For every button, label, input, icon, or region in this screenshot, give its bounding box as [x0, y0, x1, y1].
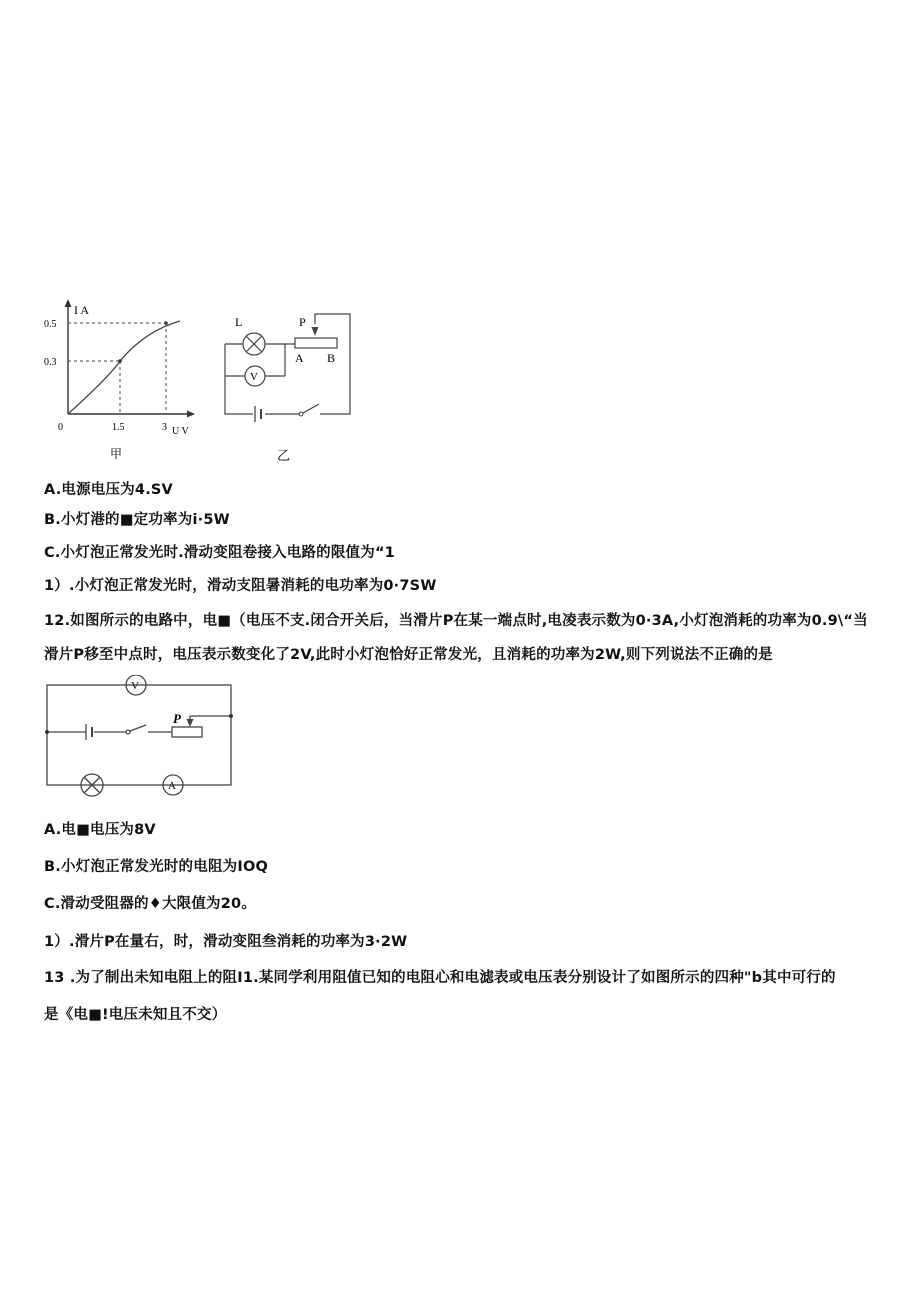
junction-right [229, 714, 233, 718]
x-axis-label: U V [172, 426, 189, 437]
iu-curve [68, 321, 180, 414]
q12-stem-line2: 滑片P移至中点时，电压表示数变化了2V,此时小灯泡恰好正常发光，且消耗的功率为2W,则下列说法不正确的是 [44, 647, 773, 663]
x-axis-arrow [187, 411, 195, 418]
voltmeter-label: V [131, 680, 139, 692]
ammeter-label: A [168, 780, 176, 792]
rheostat [295, 338, 337, 348]
q11-option-d: 1）.小灯泡正常发光时，滑动支阻暑消耗的电功率为0·7SW [44, 578, 437, 594]
q12-option-b: B.小灯泡正常发光时的电阻为IOQ [44, 859, 269, 875]
q11-option-b: B.小灯港的■定功率为i·5W [44, 512, 230, 528]
y-axis-label: I A [74, 303, 89, 317]
x-tick-3: 3 [162, 422, 167, 433]
q11-option-c: C.小灯泡正常发光时.滑动变阻卷接入电路的限值为“1 [44, 545, 395, 561]
q13-stem-line2: 是《电■!电压未知且不交） [44, 1007, 227, 1023]
slider-label: P [299, 315, 306, 329]
graph-caption: 甲 [110, 447, 123, 461]
junction-left [45, 730, 49, 734]
q11-option-a: A.电源电压为4.SV [44, 482, 173, 498]
end-a-label: A [295, 351, 304, 365]
circuit-diagram-q12 [40, 675, 240, 805]
voltmeter-label: V [250, 371, 258, 383]
circuit-caption: 乙 [277, 448, 291, 463]
slider-arrow [312, 327, 319, 336]
y-tick-03: 0.3 [44, 357, 57, 368]
y-tick-05: 0.5 [44, 319, 57, 330]
x-tick-15: 1.5 [112, 422, 125, 433]
origin-label: 0 [58, 422, 63, 433]
iu-graph [40, 296, 210, 466]
q12-option-d: 1）.滑片P在量右，时，滑动变阻叁消耗的功率为3·2W [44, 934, 408, 950]
y-axis-arrow [65, 299, 72, 307]
q12-option-c: C.滑动受阻器的♦大限值为20。 [44, 896, 257, 912]
q13-stem-line1: 13 .为了制出未知电阻上的阻I1.某同学利用阻值已知的电阻心和电滤表或电压表分别设计了如图所示的四种"b其中可行的 [44, 970, 836, 986]
q12-stem-line1: 12.如图所示的电路中，电■（电压不支.闭合开关后，当滑片P在某一端点时,电凌表示数为0·3A,小灯泡消耗的功率为0.9\“当 [44, 613, 868, 629]
point-b [164, 321, 168, 325]
lamp-label: L [235, 315, 243, 329]
circuit-diagram-b [215, 296, 355, 466]
end-b-label: B [327, 351, 336, 365]
q12-option-a: A.电■电压为8V [44, 822, 156, 838]
point-a [118, 359, 122, 363]
slider-label: P [173, 711, 181, 726]
